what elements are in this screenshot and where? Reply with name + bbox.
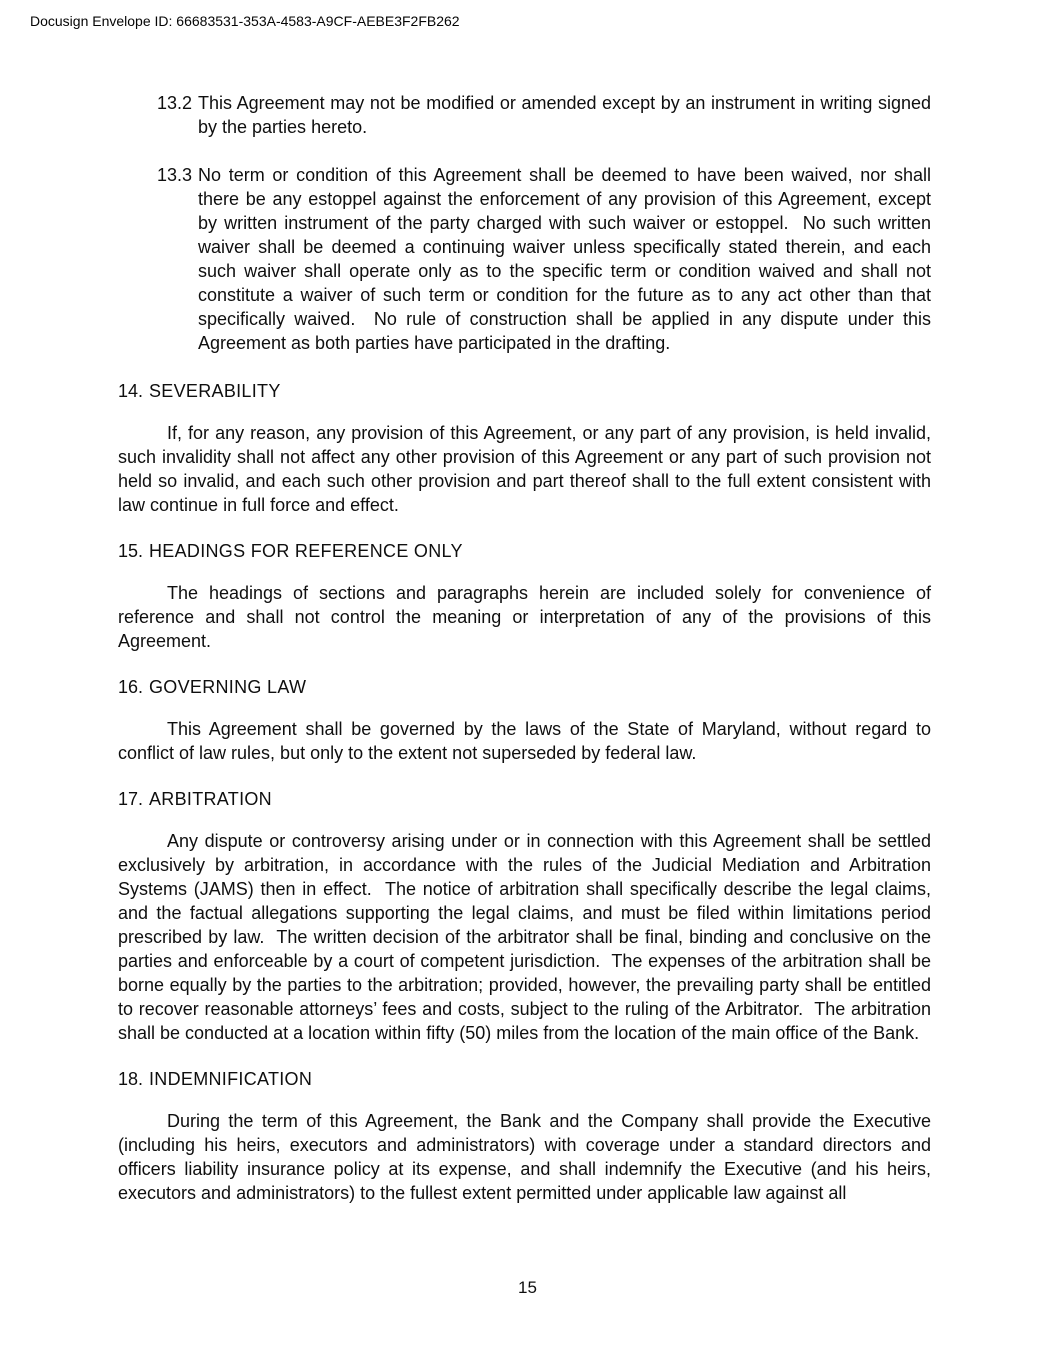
clause-text: No term or condition of this Agreement shall be deemed to have been waived, nor shall there be any estoppel against the enforcement of any provision of this Agreement, except by written instrument of the party charged with such waiver or estoppel. No such written waiver shall be deemed a continuing waiver unless specifically stated therein, and each such waiver shall operate only as to the specific term or condition waived and shall not constitute a waiver of such term or condition for the future as to any act other than that specifically waived. No rule of construction shall be applied in any dispute under this Agreement as both parties have participated in the drafting. (198, 165, 931, 353)
document-page (118, 91, 931, 1205)
section-heading (118, 539, 931, 563)
section-body: This Agreement shall be governed by the laws of the State of Maryland, without regard to conflict of law rules, but only to the extent not superseded by federal law. (118, 719, 931, 763)
section-heading (118, 1067, 931, 1091)
section-headings-for-reference-only (118, 539, 931, 653)
section-title: SEVERABILITY (149, 381, 281, 401)
section-body: If, for any reason, any provision of this Agreement, or any part of any provision, is held invalid, such invalidity shall not affect any other provision of this Agreement or any part of such provision not held so invalid, and each such other provision and part thereof shall to the full extent consistent with law continue in full force and effect. (118, 423, 931, 515)
section-title: ARBITRATION (149, 789, 272, 809)
section-number: 16. (118, 677, 144, 697)
clause-text: This Agreement may not be modified or amended except by an instrument in writing signed by the parties hereto. (198, 93, 931, 137)
section-governing-law (118, 675, 931, 765)
section-heading (118, 787, 931, 811)
section-body: Any dispute or controversy arising under or in connection with this Agreement shall be settled exclusively by arbitration, in accordance with the rules of the Judicial Mediation and Arbitration Systems (JAMS) then in effect. The notice of arbitration shall specifically describe the legal claims, and the factual allegations supporting the legal claims, and must be filed within limitations period prescribed by law. The written decision of the arbitrator shall be final, binding and conclusive on the parties and enforceable by a court of competent jurisdiction. The expenses of the arbitration shall be borne equally by the parties to the arbitration; provided, however, the prevailing party shall be entitled to recover reasonable attorneys’ fees and costs, subject to the ruling of the Arbitrator. The arbitration shall be conducted at a location within fifty (50) miles from the location of the main office of the Bank. (118, 831, 931, 1043)
section-body: During the term of this Agreement, the Bank and the Company shall provide the Executive (including his heirs, executors and administrators) with coverage under a standard directors and officers liability insurance policy at its expense, and shall indemnify the Executive (and his heirs, executors and administrators) to the fullest extent permitted under applicable law against all (118, 1111, 931, 1203)
section-body: The headings of sections and paragraphs herein are included solely for convenience of reference and shall not control the meaning or interpretation of any of the provisions of this Agreement. (118, 583, 931, 651)
clause-number: 13.2 (157, 93, 193, 113)
page-number: 15 (518, 1278, 537, 1297)
section-number: 14. (118, 381, 144, 401)
section-number: 17. (118, 789, 144, 809)
section-title: INDEMNIFICATION (149, 1069, 313, 1089)
clause-13-3 (118, 163, 931, 355)
section-number: 18. (118, 1069, 144, 1089)
clause-number: 13.3 (157, 165, 193, 185)
section-title: GOVERNING LAW (149, 677, 307, 697)
section-indemnification (118, 1067, 931, 1205)
section-arbitration (118, 787, 931, 1045)
clause-13-2 (118, 91, 931, 139)
section-heading (118, 675, 931, 699)
docusign-envelope-id: Docusign Envelope ID: 66683531-353A-4583-A9CF-AEBE3F2FB262 (30, 13, 460, 29)
section-severability (118, 379, 931, 517)
section-title: HEADINGS FOR REFERENCE ONLY (149, 541, 463, 561)
section-number: 15. (118, 541, 144, 561)
section-heading (118, 379, 931, 403)
